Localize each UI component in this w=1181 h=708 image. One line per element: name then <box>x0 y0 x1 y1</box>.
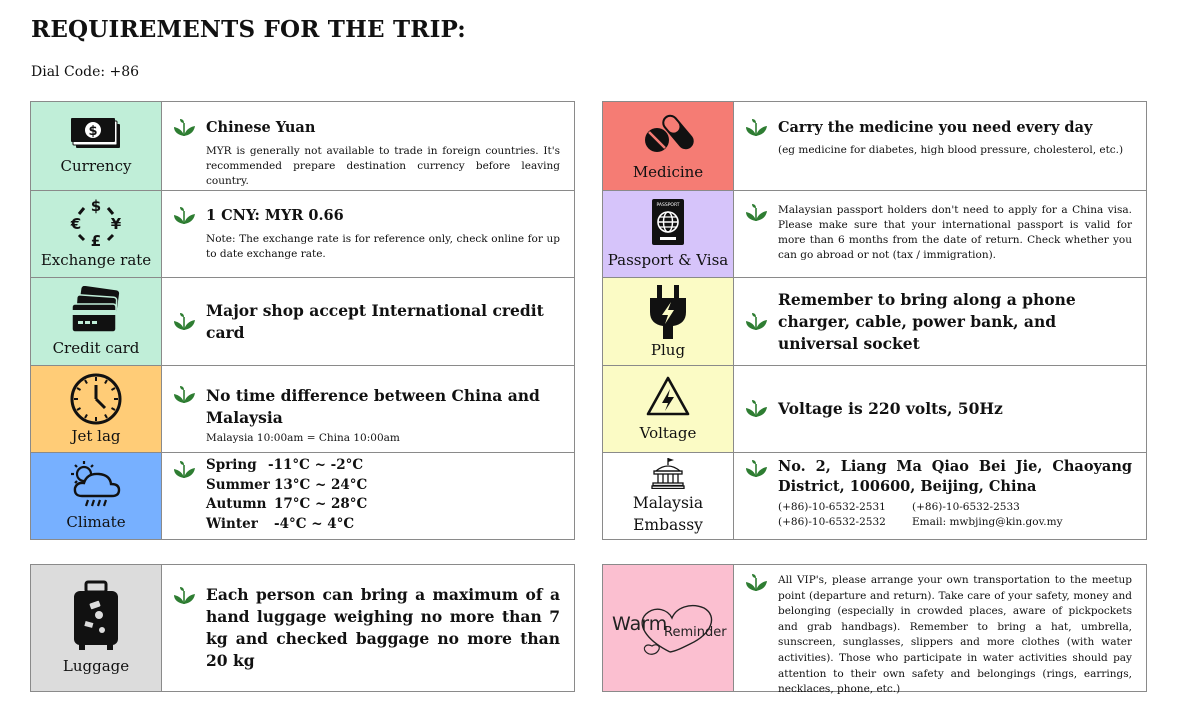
reminder-table <box>602 564 1147 696</box>
row-embassy <box>603 452 1146 539</box>
passport-visa-cell <box>603 191 734 277</box>
jet-lag-label: Jet lag <box>71 427 121 445</box>
clock-icon <box>69 372 123 426</box>
jet-lag-heading: No time difference between China and Malaysia <box>206 386 540 427</box>
medicine-text: (eg medicine for diabetes, high blood pressure, cholesterol, etc.) <box>778 144 1124 156</box>
page-title: REQUIREMENTS FOR THE TRIP: <box>31 16 466 43</box>
suitcase-icon <box>70 580 122 652</box>
row-plug <box>603 277 1146 365</box>
svg-text:£: £ <box>90 232 102 248</box>
leaf-icon <box>744 573 768 691</box>
money-icon <box>70 116 122 150</box>
plug-label: Plug <box>650 340 686 359</box>
exchange-icon <box>66 198 126 248</box>
row-climate <box>31 452 574 539</box>
season-range: 13°C ~ 24°C <box>274 476 368 493</box>
jet-lag-text: Malaysia 10:00am = China 10:00am <box>206 432 400 444</box>
warm-text: Warm <box>612 613 668 635</box>
leaf-icon <box>172 206 196 277</box>
voltage-cell <box>603 366 734 452</box>
voltage-info <box>734 366 1146 452</box>
medicine-label: Medicine <box>632 163 704 181</box>
leaf-icon <box>172 584 196 691</box>
embassy-info <box>734 453 1146 539</box>
row-voltage <box>603 365 1146 452</box>
jet-lag-info <box>162 366 574 452</box>
exchange-rate-heading: 1 CNY: MYR 0.66 <box>206 207 344 224</box>
svg-text:$: $ <box>88 124 98 139</box>
leaf-icon <box>744 457 768 539</box>
warm-reminder-logo <box>606 596 730 660</box>
row-reminder <box>603 565 1146 696</box>
high-voltage-icon <box>645 375 691 417</box>
pill-icon <box>642 110 694 158</box>
leaf-icon <box>172 118 196 190</box>
row-medicine <box>603 102 1146 190</box>
svg-text:$: $ <box>90 198 102 215</box>
reminder-cell <box>603 565 734 691</box>
embassy-heading: No. 2, Liang Ma Qiao Bei Jie, Chaoyang District, 100600, Beijing, China <box>778 458 1132 495</box>
credit-card-cell <box>31 278 162 365</box>
leaf-icon <box>744 312 768 332</box>
jet-lag-cell <box>31 366 162 452</box>
currency-label: Currency <box>60 157 132 175</box>
currency-heading: Chinese Yuan <box>206 119 316 136</box>
passport-visa-label: Passport & Visa <box>607 251 729 269</box>
embassy-contacts <box>778 500 1132 530</box>
leaf-icon <box>172 385 196 452</box>
leaf-icon <box>172 312 196 332</box>
season-name: Spring <box>206 457 257 473</box>
leaf-icon <box>744 118 768 190</box>
luggage-table <box>30 564 575 692</box>
passport-icon <box>651 198 685 246</box>
row-exchange-rate <box>31 190 574 277</box>
embassy-label-line1: Malaysia <box>632 493 704 512</box>
passport-visa-info <box>734 191 1146 277</box>
plug-info <box>734 278 1146 365</box>
credit-card-icon <box>70 286 122 336</box>
luggage-heading: Each person can bring a maximum of a hand luggage weighing no more than 7 kg and checked baggage no more than 20 kg <box>206 585 560 670</box>
credit-card-heading: Major shop accept International credit card <box>206 300 544 342</box>
luggage-label: Luggage <box>62 657 130 675</box>
row-credit-card <box>31 277 574 365</box>
row-currency <box>31 102 574 190</box>
weather-icon <box>68 460 124 510</box>
embassy-label-line2: Embassy <box>633 515 703 534</box>
row-passport-visa <box>603 190 1146 277</box>
climate-list <box>206 456 560 534</box>
svg-text:¥: ¥ <box>110 215 122 233</box>
reminder-body: All VIP's, please arrange your own transportation to the meetup point (departure and return). Take care of your safety, money and belonging (especially in crowded places, aware of pickpockets and grab handbags). Remember to bring a hat, umbrella, sunscreen, sunglasses, slippers and more clothes (with water activities). Those who participate in water activities should pay attention to their own safety and belongings (rings, earrings, necklaces, phone, etc.) <box>778 574 1132 696</box>
season-range: -4°C ~ 4°C <box>274 515 355 532</box>
embassy-cell <box>603 453 734 539</box>
left-requirements-table <box>30 101 575 540</box>
exchange-rate-info <box>162 191 574 277</box>
currency-cell <box>31 102 162 190</box>
season-range: -11°C ~ -2°C <box>268 457 364 473</box>
exchange-rate-label: Exchange rate <box>40 251 152 269</box>
embassy-phone: (+86)-10-6532-2532 <box>778 516 886 528</box>
medicine-info <box>734 102 1146 190</box>
embassy-building-icon <box>651 457 685 489</box>
exchange-rate-cell <box>31 191 162 277</box>
leaf-icon <box>172 456 196 539</box>
exchange-rate-text: Note: The exchange rate is for reference only, check online for up to date exchange rate. <box>206 233 560 260</box>
voltage-heading: Voltage is 220 volts, 50Hz <box>778 399 1003 418</box>
passport-visa-text: Malaysian passport holders don't need to apply for a China visa. Please make sure that your international passport is valid for more than 6 months from the date of return. Check whether you can go abroad or not (tax / immigration). <box>778 204 1132 261</box>
season-range: 17°C ~ 28°C <box>274 496 368 512</box>
luggage-info <box>162 565 574 691</box>
medicine-cell <box>603 102 734 190</box>
embassy-phone: (+86)-10-6532-2531 <box>778 501 886 513</box>
credit-card-info <box>162 278 574 365</box>
season-name: Winter <box>206 515 258 532</box>
season-name: Summer <box>206 476 270 493</box>
plug-heading: Remember to bring along a phone charger, cable, power bank, and universal socket <box>778 289 1076 353</box>
currency-info <box>162 102 574 190</box>
row-jet-lag <box>31 365 574 452</box>
climate-info <box>162 453 574 539</box>
climate-cell <box>31 453 162 539</box>
leaf-icon <box>744 399 768 419</box>
voltage-label: Voltage <box>639 424 697 442</box>
passport-icon-text: PASSPORT <box>656 203 680 208</box>
season-name: Autumn <box>206 496 267 512</box>
embassy-phone: (+86)-10-6532-2533 <box>912 501 1020 513</box>
reminder-text: Reminder <box>664 625 727 640</box>
reminder-info <box>734 565 1146 696</box>
credit-card-label: Credit card <box>52 338 140 357</box>
right-requirements-table <box>602 101 1147 540</box>
luggage-cell <box>31 565 162 691</box>
leaf-icon <box>744 203 768 277</box>
plug-icon <box>647 284 689 340</box>
medicine-heading: Carry the medicine you need every day <box>778 119 1093 136</box>
row-luggage <box>31 565 574 691</box>
climate-label: Climate <box>66 513 126 531</box>
currency-text: MYR is generally not available to trade in foreign countries. It's recommended prepare destination currency before leaving country. <box>206 145 560 187</box>
dial-code: Dial Code: +86 <box>31 64 140 80</box>
embassy-email: Email: mwbjing@kin.gov.my <box>912 516 1063 528</box>
plug-cell <box>603 278 734 365</box>
svg-text:€: € <box>70 215 82 233</box>
